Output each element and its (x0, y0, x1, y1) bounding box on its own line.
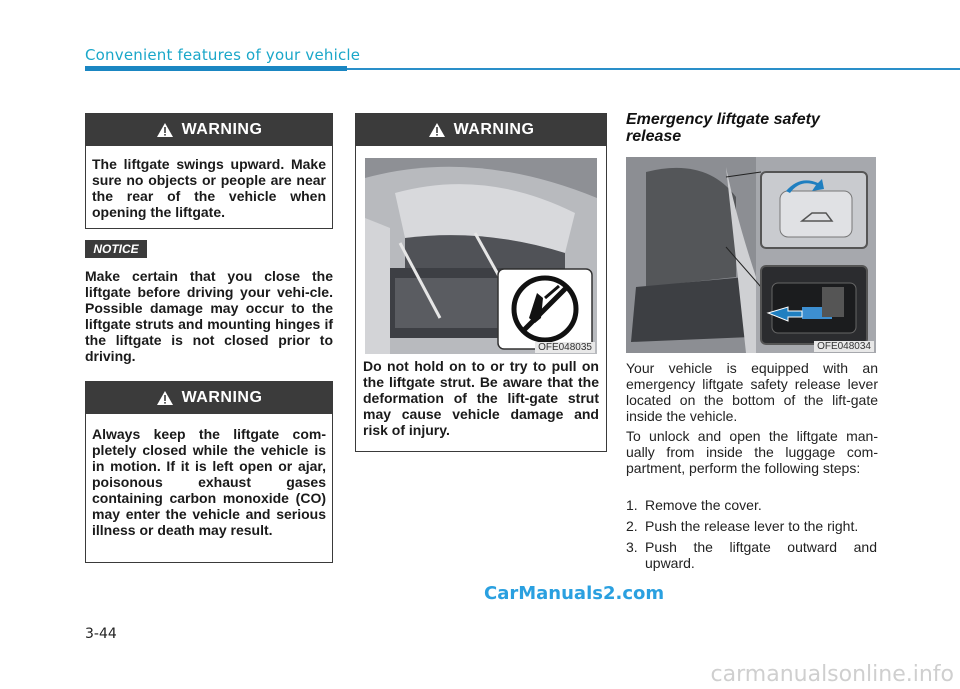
warning-box-keep-closed (85, 381, 333, 563)
warning-triangle-icon (428, 122, 446, 138)
step-text: Push the liftgate outward and upward. (645, 539, 877, 571)
paragraph: Your vehicle is equipped with an emergency liftgate safety release lever located on the bottom of the lift-gate inside the vehicle. (626, 360, 878, 424)
figure-code: OFE048035 (535, 342, 595, 353)
emergency-release-illustration (626, 157, 876, 353)
footer-watermark: carmanualsonline.info (710, 662, 954, 687)
cover-remove-icon (762, 173, 866, 247)
step-number: 3. (626, 539, 638, 555)
warning-triangle-icon (156, 390, 174, 406)
warning-header (356, 114, 606, 146)
warning-text: The liftgate swings upward. Make sure no objects or people are near the rear of the vehicle when opening the liftgate. (92, 156, 326, 220)
do-not-touch-strut-icon (497, 268, 593, 350)
liftgate-strut-illustration (365, 158, 597, 354)
warning-header (86, 382, 332, 414)
warning-text: Do not hold on to or try to pull on the liftgate strut. Be aware that the deformation of the lift-gate strut may cause vehicle damage and risk of injury. (363, 358, 599, 438)
warning-box-liftgate-swings (85, 113, 333, 229)
cover-detail-inset (760, 171, 868, 249)
section-heading: Emergency liftgate safety release (626, 111, 820, 145)
section-title: Convenient features of your vehicle (85, 46, 361, 64)
step-number: 2. (626, 518, 638, 534)
step-number: 1. (626, 497, 638, 513)
warning-box-liftgate-strut (355, 113, 607, 452)
header-rule (347, 68, 960, 70)
warning-title: WARNING (181, 389, 263, 406)
warning-triangle-icon (156, 122, 174, 138)
warning-text: Always keep the liftgate com-pletely closed while the vehicle is in motion. If it is left open or ajar, poisonous exhaust gases containing carbon monoxide (CO) may enter the vehicle and serious illness or death may result. (92, 426, 326, 538)
notice-text: Make certain that you close the liftgate before driving your vehi-cle. Possible damage may occur to the liftgate struts and mounting hinges if the liftgate is not closed prior to driving. (85, 268, 333, 364)
watermark-link[interactable]: CarManuals2.com (484, 583, 665, 604)
warning-header (86, 114, 332, 146)
notice-badge: NOTICE (85, 240, 147, 258)
step-text: Push the release lever to the right. (645, 518, 859, 534)
push-lever-arrow-icon (762, 267, 866, 343)
list-item (626, 539, 878, 571)
list-item (626, 518, 878, 534)
page-number: 3-44 (85, 626, 117, 642)
figure-code: OFE048034 (814, 341, 874, 352)
release-lever-inset (760, 265, 868, 345)
warning-title: WARNING (453, 121, 535, 138)
paragraph: To unlock and open the liftgate man-ually from inside the luggage com-partment, perform the following steps: (626, 428, 878, 476)
header-rule-accent (85, 66, 347, 71)
warning-title: WARNING (181, 121, 263, 138)
list-item (626, 497, 878, 513)
step-text: Remove the cover. (645, 497, 762, 513)
